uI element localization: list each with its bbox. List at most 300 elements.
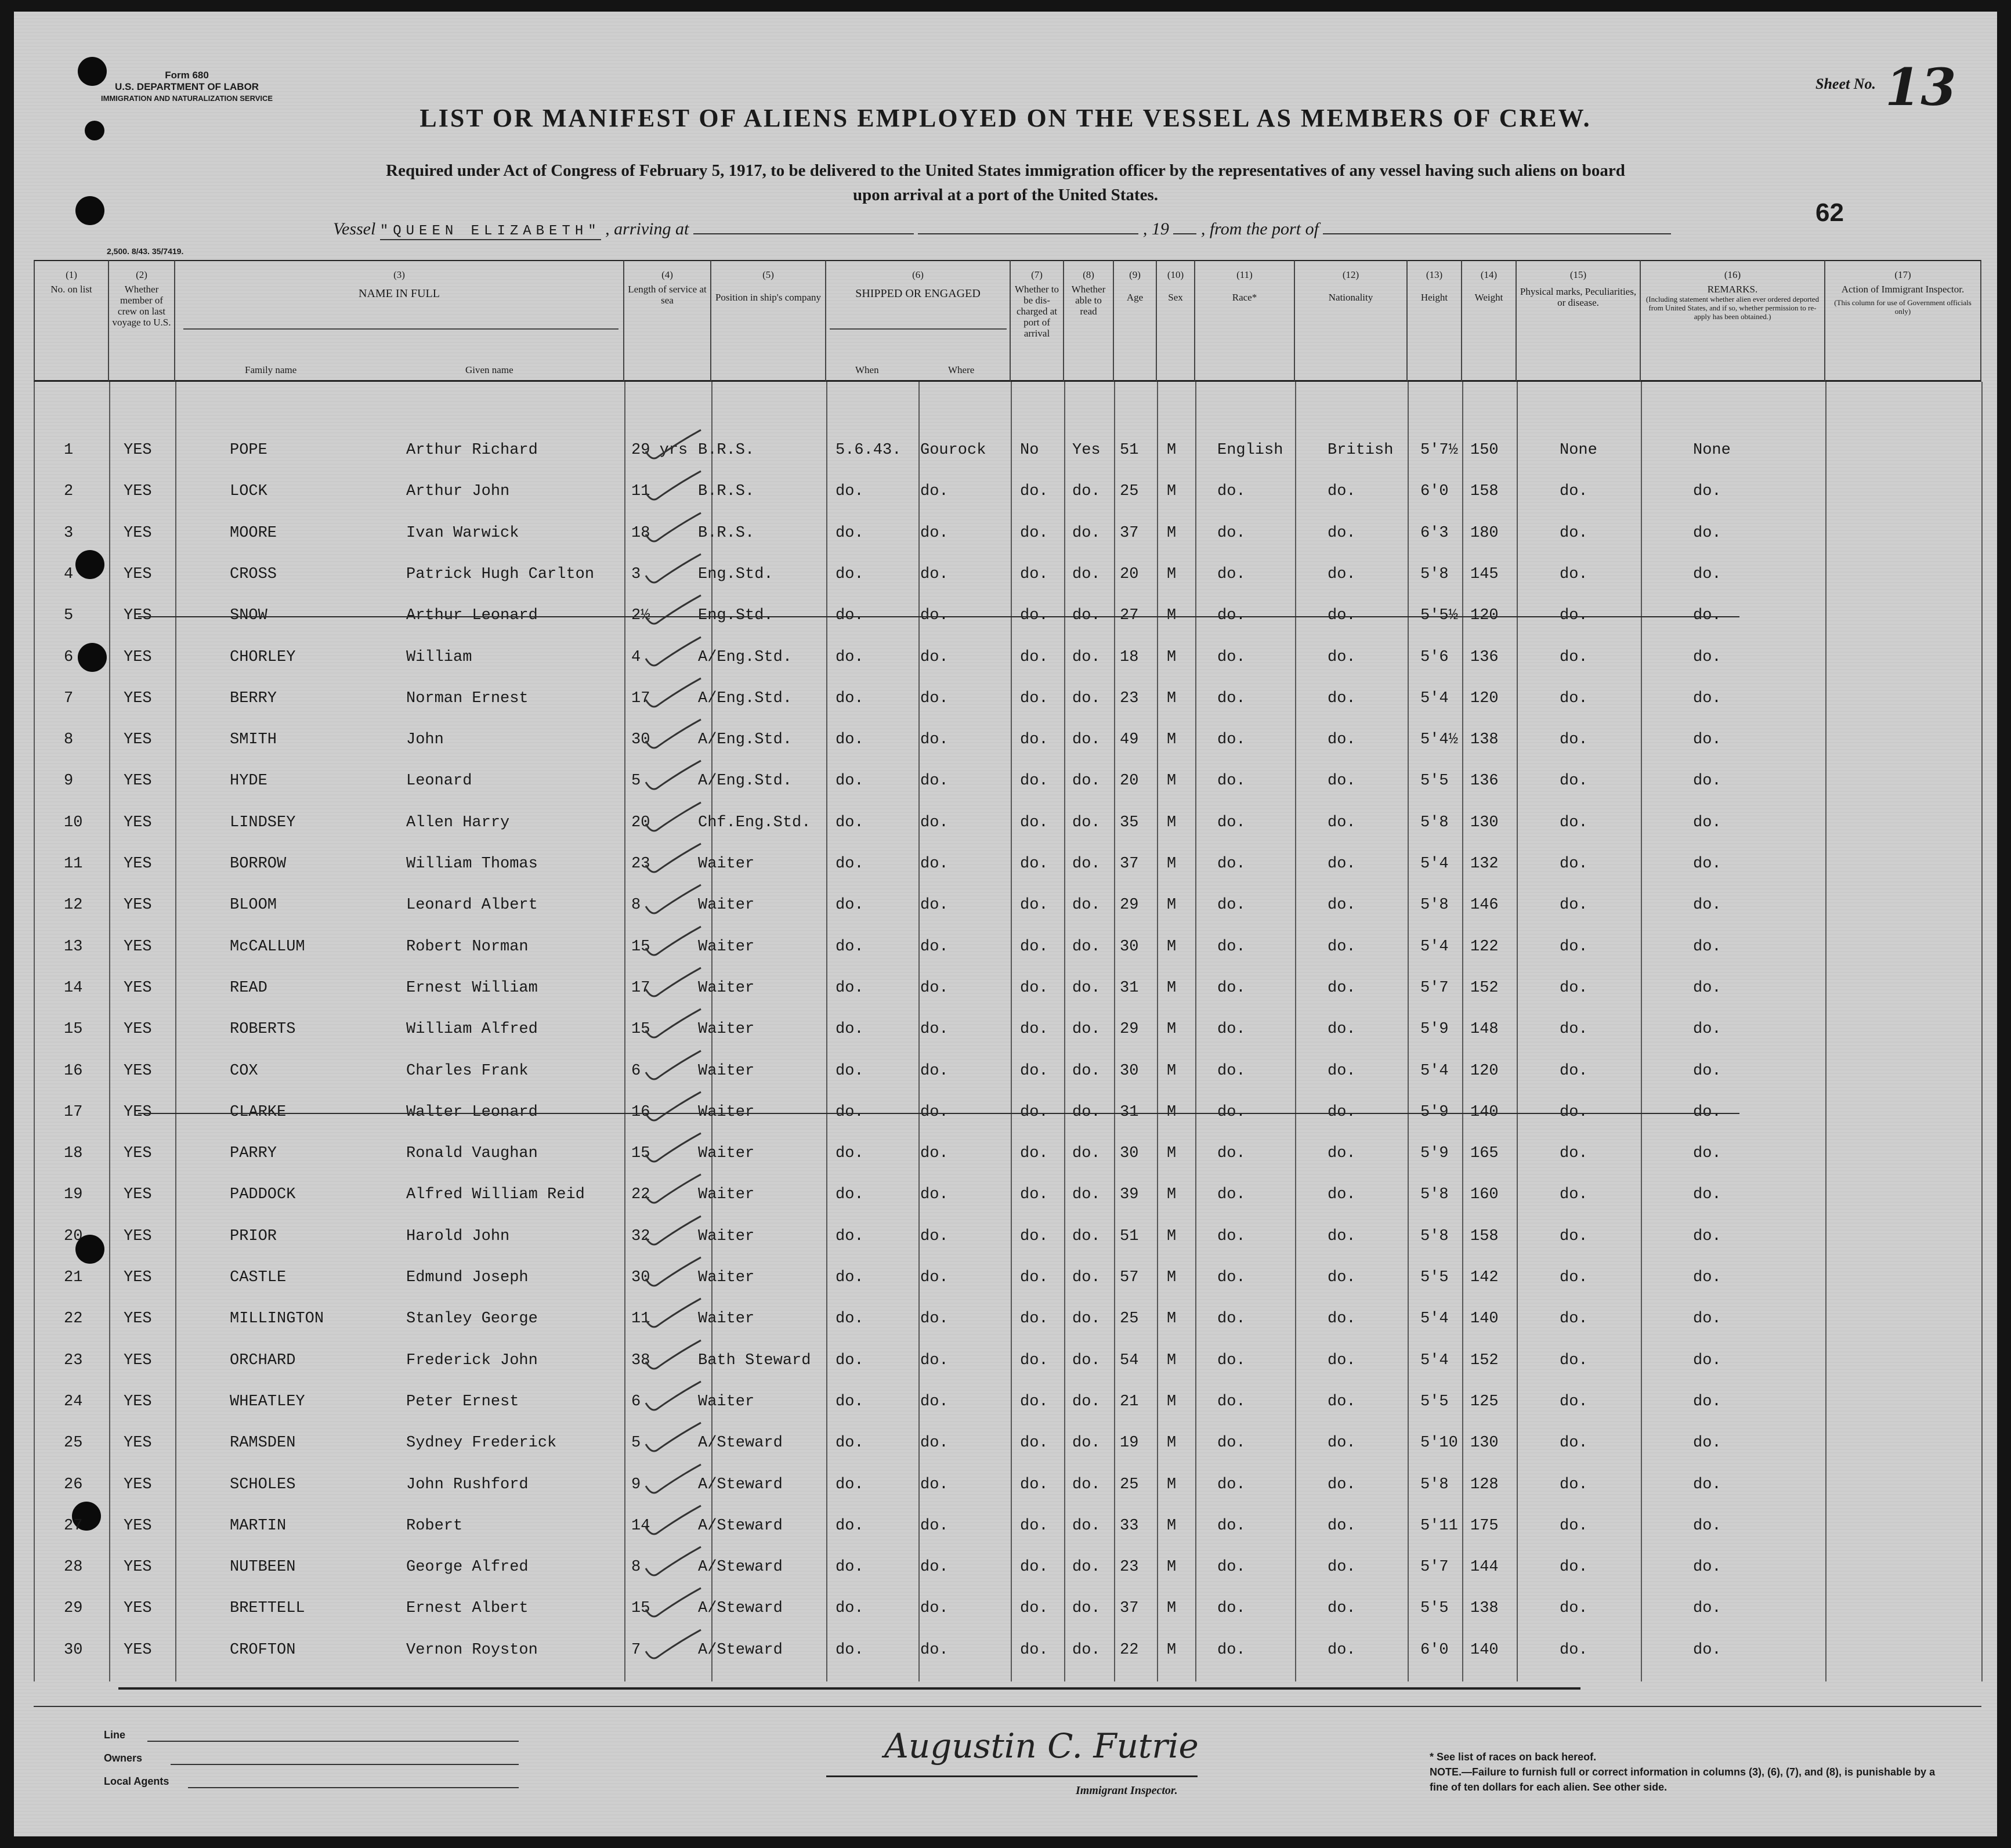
cell-position: Waiter <box>698 855 755 873</box>
cell-sex: M <box>1167 442 1177 459</box>
cell-family-name: MILLINGTON <box>230 1310 324 1328</box>
cell-given-name: William <box>406 648 472 666</box>
cell-able-to-read: do. <box>1072 938 1101 956</box>
cell-shipped-when: do. <box>835 1145 864 1163</box>
cell-given-name: Alfred William Reid <box>406 1186 585 1204</box>
cell-crew-last-voyage: YES <box>124 1351 152 1369</box>
cell-shipped-when: do. <box>835 1186 864 1204</box>
cell-shipped-when: do. <box>835 1641 864 1659</box>
cell-physical-marks: do. <box>1560 1351 1588 1369</box>
arrival-port-field <box>693 220 914 234</box>
cell-crew-last-voyage: YES <box>124 1062 152 1080</box>
cell-shipped-when: do. <box>835 772 864 790</box>
cell-shipped-where: do. <box>920 1186 949 1204</box>
cell-height: 5'8 <box>1420 1475 1449 1493</box>
cell-remarks: do. <box>1693 938 1721 956</box>
cell-row-number: 21 <box>64 1269 83 1286</box>
cell-shipped-when: do. <box>835 1517 864 1535</box>
cell-discharge: do. <box>1020 938 1048 956</box>
cell-position: A/Steward <box>698 1641 783 1659</box>
cell-discharge: do. <box>1020 1062 1048 1080</box>
cell-shipped-where: do. <box>920 1062 949 1080</box>
cell-family-name: CLARKE <box>230 1103 287 1121</box>
table-row <box>34 1010 1981 1051</box>
cell-row-number: 6 <box>64 648 74 666</box>
cell-able-to-read: do. <box>1072 1558 1101 1576</box>
cell-family-name: RAMSDEN <box>230 1434 296 1452</box>
cell-weight: 142 <box>1470 1269 1499 1286</box>
cell-able-to-read: do. <box>1072 1103 1101 1121</box>
cell-shipped-when: do. <box>835 1558 864 1576</box>
cell-family-name: CROSS <box>230 565 277 583</box>
cell-sex: M <box>1167 731 1177 749</box>
cell-given-name: John <box>406 731 444 749</box>
cell-age: 35 <box>1120 813 1139 831</box>
cell-able-to-read: do. <box>1072 1393 1101 1411</box>
header-sex: (10) Sex <box>1157 260 1195 382</box>
pencil-check-mark <box>643 756 707 797</box>
line-label: Line <box>104 1729 126 1741</box>
cell-family-name: NUTBEEN <box>230 1558 296 1576</box>
cell-able-to-read: do. <box>1072 1517 1101 1535</box>
cell-age: 57 <box>1120 1269 1139 1286</box>
cell-discharge: do. <box>1020 1434 1048 1452</box>
cell-physical-marks: do. <box>1560 731 1588 749</box>
cell-crew-last-voyage: YES <box>124 1393 152 1411</box>
cell-sex: M <box>1167 772 1177 790</box>
cell-able-to-read: Yes <box>1072 442 1101 459</box>
cell-crew-last-voyage: YES <box>124 607 152 625</box>
cell-family-name: SMITH <box>230 731 277 749</box>
cell-shipped-when: do. <box>835 524 864 542</box>
header-name: (3) NAME IN FULL Family name Given name <box>175 260 624 382</box>
cell-race: do. <box>1217 1475 1246 1493</box>
cell-shipped-when: do. <box>835 1269 864 1286</box>
cell-nationality: do. <box>1328 772 1356 790</box>
cell-physical-marks: do. <box>1560 813 1588 831</box>
cell-shipped-where: do. <box>920 772 949 790</box>
cell-given-name: Charles Frank <box>406 1062 529 1080</box>
cell-shipped-where: do. <box>920 1434 949 1452</box>
header-able-read: (8) Whether able to read <box>1064 260 1114 382</box>
cell-row-number: 24 <box>64 1393 83 1411</box>
cell-given-name: William Alfred <box>406 1021 538 1039</box>
cell-shipped-when: do. <box>835 979 864 997</box>
cell-given-name: Arthur John <box>406 483 510 501</box>
cell-weight: 122 <box>1470 938 1499 956</box>
cell-shipped-where: do. <box>920 1558 949 1576</box>
immigrant-inspector-label: Immigrant Inspector. <box>1076 1784 1178 1797</box>
cell-nationality: do. <box>1328 1021 1356 1039</box>
header-physical-marks: (15) Physical marks, Peculiarities, or disease. <box>1517 260 1641 382</box>
cell-age: 37 <box>1120 855 1139 873</box>
cell-family-name: MOORE <box>230 524 277 542</box>
cell-remarks: do. <box>1693 1558 1721 1576</box>
cell-height: 5'5 <box>1420 1600 1449 1618</box>
cell-remarks: do. <box>1693 813 1721 831</box>
cell-age: 30 <box>1120 1145 1139 1163</box>
cell-physical-marks: do. <box>1560 855 1588 873</box>
cell-position: Waiter <box>698 1310 755 1328</box>
cell-remarks: do. <box>1693 855 1721 873</box>
pencil-check-mark <box>643 1087 707 1128</box>
cell-height: 5'4½ <box>1420 731 1458 749</box>
cell-physical-marks: do. <box>1560 1558 1588 1576</box>
header-no: (1) No. on list <box>34 260 109 382</box>
cell-service-length: 8 <box>631 1558 641 1576</box>
cell-sex: M <box>1167 855 1177 873</box>
cell-weight: 152 <box>1470 979 1499 997</box>
table-row <box>34 721 1981 761</box>
cell-crew-last-voyage: YES <box>124 896 152 914</box>
cell-age: 30 <box>1120 938 1139 956</box>
cell-height: 5'8 <box>1420 1227 1449 1245</box>
table-row <box>34 1052 1981 1093</box>
table-row <box>34 1424 1981 1464</box>
pencil-check-mark <box>643 425 707 466</box>
cell-family-name: CHORLEY <box>230 648 296 666</box>
cell-nationality: do. <box>1328 1558 1356 1576</box>
cell-given-name: Vernon Royston <box>406 1641 538 1659</box>
cell-service-length: 23 <box>631 855 650 873</box>
cell-nationality: do. <box>1328 1351 1356 1369</box>
cell-age: 25 <box>1120 1475 1139 1493</box>
cell-age: 49 <box>1120 731 1139 749</box>
cell-age: 20 <box>1120 772 1139 790</box>
cell-crew-last-voyage: YES <box>124 855 152 873</box>
cell-discharge: do. <box>1020 896 1048 914</box>
cell-physical-marks: do. <box>1560 1186 1588 1204</box>
header-weight: (14) Weight <box>1462 260 1517 382</box>
cell-age: 31 <box>1120 979 1139 997</box>
cell-remarks: do. <box>1693 731 1721 749</box>
cell-physical-marks: do. <box>1560 1227 1588 1245</box>
cell-service-length: 5 <box>631 1434 641 1452</box>
cell-nationality: do. <box>1328 1145 1356 1163</box>
cell-shipped-where: do. <box>920 1145 949 1163</box>
cell-crew-last-voyage: YES <box>124 1434 152 1452</box>
cell-shipped-where: do. <box>920 896 949 914</box>
table-row <box>34 845 1981 885</box>
cell-race: do. <box>1217 1393 1246 1411</box>
cell-race: do. <box>1217 565 1246 583</box>
cell-weight: 136 <box>1470 772 1499 790</box>
cell-height: 5'9 <box>1420 1145 1449 1163</box>
cell-race: do. <box>1217 1310 1246 1328</box>
cell-service-length: 14 <box>631 1517 650 1535</box>
table-row <box>34 431 1981 472</box>
table-row <box>34 1300 1981 1340</box>
cell-weight: 144 <box>1470 1558 1499 1576</box>
cell-shipped-where: do. <box>920 689 949 707</box>
table-row <box>34 1176 1981 1216</box>
cell-able-to-read: do. <box>1072 979 1101 997</box>
cell-remarks: do. <box>1693 1269 1721 1286</box>
cell-remarks: do. <box>1693 483 1721 501</box>
cell-row-number: 10 <box>64 813 83 831</box>
cell-shipped-where: do. <box>920 648 949 666</box>
cell-able-to-read: do. <box>1072 1351 1101 1369</box>
pencil-check-mark <box>643 1625 707 1666</box>
cell-sex: M <box>1167 648 1177 666</box>
table-row <box>34 928 1981 968</box>
cell-crew-last-voyage: YES <box>124 938 152 956</box>
cell-nationality: British <box>1328 442 1394 459</box>
cell-service-length: 2½ <box>631 607 650 625</box>
pencil-check-mark <box>643 922 707 963</box>
cell-nationality: do. <box>1328 607 1356 625</box>
cell-shipped-when: do. <box>835 1393 864 1411</box>
strike-through-line <box>138 616 1739 617</box>
cell-nationality: do. <box>1328 1393 1356 1411</box>
cell-row-number: 18 <box>64 1145 83 1163</box>
cell-weight: 128 <box>1470 1475 1499 1493</box>
cell-shipped-where: do. <box>920 1103 949 1121</box>
races-note: * See list of races on back hereof. <box>1430 1751 1597 1763</box>
cell-nationality: do. <box>1328 1641 1356 1659</box>
cell-remarks: do. <box>1693 772 1721 790</box>
cell-sex: M <box>1167 1269 1177 1286</box>
cell-shipped-where: do. <box>920 1475 949 1493</box>
cell-position: B.R.S. <box>698 442 755 459</box>
cell-age: 30 <box>1120 1062 1139 1080</box>
cell-able-to-read: do. <box>1072 524 1101 542</box>
cell-remarks: do. <box>1693 565 1721 583</box>
cell-shipped-when: do. <box>835 1103 864 1121</box>
cell-remarks: do. <box>1693 1351 1721 1369</box>
cell-shipped-where: do. <box>920 1227 949 1245</box>
cell-family-name: WHEATLEY <box>230 1393 305 1411</box>
cell-shipped-when: do. <box>835 648 864 666</box>
pencil-check-mark <box>643 1418 707 1459</box>
cell-crew-last-voyage: YES <box>124 1475 152 1493</box>
cell-given-name: Ronald Vaughan <box>406 1145 538 1163</box>
cell-physical-marks: do. <box>1560 1021 1588 1039</box>
cell-remarks: do. <box>1693 1062 1721 1080</box>
cell-shipped-where: do. <box>920 1351 949 1369</box>
cell-shipped-when: do. <box>835 483 864 501</box>
cell-height: 5'4 <box>1420 1310 1449 1328</box>
cell-shipped-when: do. <box>835 1351 864 1369</box>
cell-shipped-where: do. <box>920 1269 949 1286</box>
cell-shipped-when: do. <box>835 1062 864 1080</box>
cell-height: 5'9 <box>1420 1021 1449 1039</box>
cell-age: 39 <box>1120 1186 1139 1204</box>
cell-discharge: do. <box>1020 1310 1048 1328</box>
cell-race: do. <box>1217 1227 1246 1245</box>
cell-position: Waiter <box>698 1103 755 1121</box>
cell-given-name: Stanley George <box>406 1310 538 1328</box>
cell-family-name: BORROW <box>230 855 287 873</box>
cell-row-number: 26 <box>64 1475 83 1493</box>
cell-service-length: 38 <box>631 1351 650 1369</box>
cell-height: 5'8 <box>1420 896 1449 914</box>
cell-physical-marks: do. <box>1560 1641 1588 1659</box>
header-inspector-action: (17) Action of Immigrant Inspector. (This column for use of Government officials only) <box>1825 260 1981 382</box>
cell-nationality: do. <box>1328 813 1356 831</box>
header-crew-last-voyage: (2) Whether member of crew on last voyage to U.S. <box>109 260 175 382</box>
cell-service-length: 11 <box>631 1310 650 1328</box>
table-row <box>34 1258 1981 1299</box>
cell-given-name: John Rushford <box>406 1475 529 1493</box>
cell-row-number: 9 <box>64 772 74 790</box>
cell-crew-last-voyage: YES <box>124 1517 152 1535</box>
cell-race: do. <box>1217 979 1246 997</box>
vessel-name: "QUEEN ELIZABETH" <box>379 223 601 239</box>
cell-given-name: Robert <box>406 1517 463 1535</box>
cell-row-number: 27 <box>64 1517 83 1535</box>
header-height: (13) Height <box>1408 260 1462 382</box>
table-row <box>34 762 1981 802</box>
cell-physical-marks: do. <box>1560 1434 1588 1452</box>
cell-weight: 132 <box>1470 855 1499 873</box>
cell-able-to-read: do. <box>1072 1641 1101 1659</box>
cell-row-number: 28 <box>64 1558 83 1576</box>
cell-nationality: do. <box>1328 1062 1356 1080</box>
cell-shipped-when: do. <box>835 1475 864 1493</box>
cell-given-name: Sydney Frederick <box>406 1434 557 1452</box>
header-where: Where <box>948 364 975 375</box>
cell-family-name: SNOW <box>230 607 267 625</box>
cell-position: A/Eng.Std. <box>698 731 793 749</box>
cell-given-name: Leonard <box>406 772 472 790</box>
cell-weight: 138 <box>1470 1600 1499 1618</box>
cell-height: 5'4 <box>1420 1351 1449 1369</box>
cell-sex: M <box>1167 689 1177 707</box>
cell-family-name: HYDE <box>230 772 267 790</box>
cell-weight: 130 <box>1470 813 1499 831</box>
cell-remarks: do. <box>1693 1517 1721 1535</box>
cell-weight: 146 <box>1470 896 1499 914</box>
cell-age: 54 <box>1120 1351 1139 1369</box>
cell-nationality: do. <box>1328 855 1356 873</box>
cell-discharge: do. <box>1020 1351 1048 1369</box>
cell-position: A/Steward <box>698 1558 783 1576</box>
cell-family-name: ORCHARD <box>230 1351 296 1369</box>
cell-weight: 158 <box>1470 1227 1499 1245</box>
cell-crew-last-voyage: YES <box>124 483 152 501</box>
cell-given-name: Arthur Richard <box>406 442 538 459</box>
pencil-check-mark <box>643 715 707 755</box>
sheet-label: Sheet No. <box>1815 75 1876 92</box>
cell-remarks: do. <box>1693 1227 1721 1245</box>
cell-family-name: CROFTON <box>230 1641 296 1659</box>
cell-age: 29 <box>1120 1021 1139 1039</box>
cell-given-name: Frederick John <box>406 1351 538 1369</box>
from-port-field <box>1323 220 1671 234</box>
cell-race: do. <box>1217 1186 1246 1204</box>
cell-height: 5'7½ <box>1420 442 1458 459</box>
header-shipped: (6) SHIPPED OR ENGAGED When Where <box>826 260 1011 382</box>
column-rule <box>1981 382 1983 1681</box>
cell-sex: M <box>1167 1186 1177 1204</box>
cell-nationality: do. <box>1328 1475 1356 1493</box>
year-field <box>1173 220 1196 234</box>
pencil-check-mark <box>643 466 707 507</box>
cell-family-name: CASTLE <box>230 1269 287 1286</box>
arrival-date-field <box>918 220 1138 234</box>
cell-weight: 150 <box>1470 442 1499 459</box>
cell-weight: 175 <box>1470 1517 1499 1535</box>
cell-position: Chf.Eng.Std. <box>698 813 811 831</box>
table-row <box>34 1507 1981 1547</box>
cell-given-name: Ivan Warwick <box>406 524 519 542</box>
form-identifier <box>101 70 273 104</box>
local-agents-label: Local Agents <box>104 1775 169 1787</box>
cell-family-name: BERRY <box>230 689 277 707</box>
cell-age: 19 <box>1120 1434 1139 1452</box>
cell-remarks: do. <box>1693 1475 1721 1493</box>
cell-age: 23 <box>1120 689 1139 707</box>
cell-row-number: 2 <box>64 483 74 501</box>
cell-sex: M <box>1167 1062 1177 1080</box>
cell-nationality: do. <box>1328 483 1356 501</box>
cell-height: 5'5 <box>1420 1269 1449 1286</box>
cell-nationality: do. <box>1328 731 1356 749</box>
cell-given-name: Leonard Albert <box>406 896 538 914</box>
cell-row-number: 4 <box>64 565 74 583</box>
cell-discharge: do. <box>1020 648 1048 666</box>
cell-discharge: do. <box>1020 1227 1048 1245</box>
table-row <box>34 1589 1981 1630</box>
cell-given-name: Harold John <box>406 1227 510 1245</box>
cell-remarks: do. <box>1693 1021 1721 1039</box>
pencil-check-mark <box>643 798 707 838</box>
cell-family-name: COX <box>230 1062 258 1080</box>
cell-crew-last-voyage: YES <box>124 1145 152 1163</box>
cell-sex: M <box>1167 938 1177 956</box>
cell-shipped-where: do. <box>920 1393 949 1411</box>
cell-weight: 130 <box>1470 1434 1499 1452</box>
cell-nationality: do. <box>1328 1269 1356 1286</box>
cell-able-to-read: do. <box>1072 1021 1101 1039</box>
cell-remarks: do. <box>1693 1434 1721 1452</box>
cell-physical-marks: do. <box>1560 648 1588 666</box>
cell-discharge: do. <box>1020 565 1048 583</box>
owners-label: Owners <box>104 1752 143 1764</box>
cell-row-number: 5 <box>64 607 74 625</box>
cell-race: do. <box>1217 1145 1246 1163</box>
header-family-name: Family name <box>245 364 297 375</box>
cell-nationality: do. <box>1328 896 1356 914</box>
cell-shipped-where: do. <box>920 1517 949 1535</box>
cell-age: 21 <box>1120 1393 1139 1411</box>
cell-shipped-when: do. <box>835 689 864 707</box>
cell-weight: 145 <box>1470 565 1499 583</box>
cell-physical-marks: do. <box>1560 896 1588 914</box>
cell-service-length: 32 <box>631 1227 650 1245</box>
cell-remarks: do. <box>1693 1393 1721 1411</box>
cell-nationality: do. <box>1328 1186 1356 1204</box>
cell-race: do. <box>1217 772 1246 790</box>
cell-race: do. <box>1217 896 1246 914</box>
cell-discharge: do. <box>1020 855 1048 873</box>
cell-crew-last-voyage: YES <box>124 565 152 583</box>
table-row <box>34 1466 1981 1506</box>
cell-sex: M <box>1167 1641 1177 1659</box>
cell-race: do. <box>1217 689 1246 707</box>
table-row <box>34 555 1981 596</box>
cell-shipped-where: do. <box>920 524 949 542</box>
cell-height: 5'11 <box>1420 1517 1458 1535</box>
cell-shipped-where: do. <box>920 1310 949 1328</box>
cell-nationality: do. <box>1328 524 1356 542</box>
vessel-label: Vessel <box>333 219 376 238</box>
cell-race: do. <box>1217 1600 1246 1618</box>
header-race: (11) Race* <box>1195 260 1295 382</box>
cell-shipped-where: do. <box>920 813 949 831</box>
cell-physical-marks: do. <box>1560 607 1588 625</box>
